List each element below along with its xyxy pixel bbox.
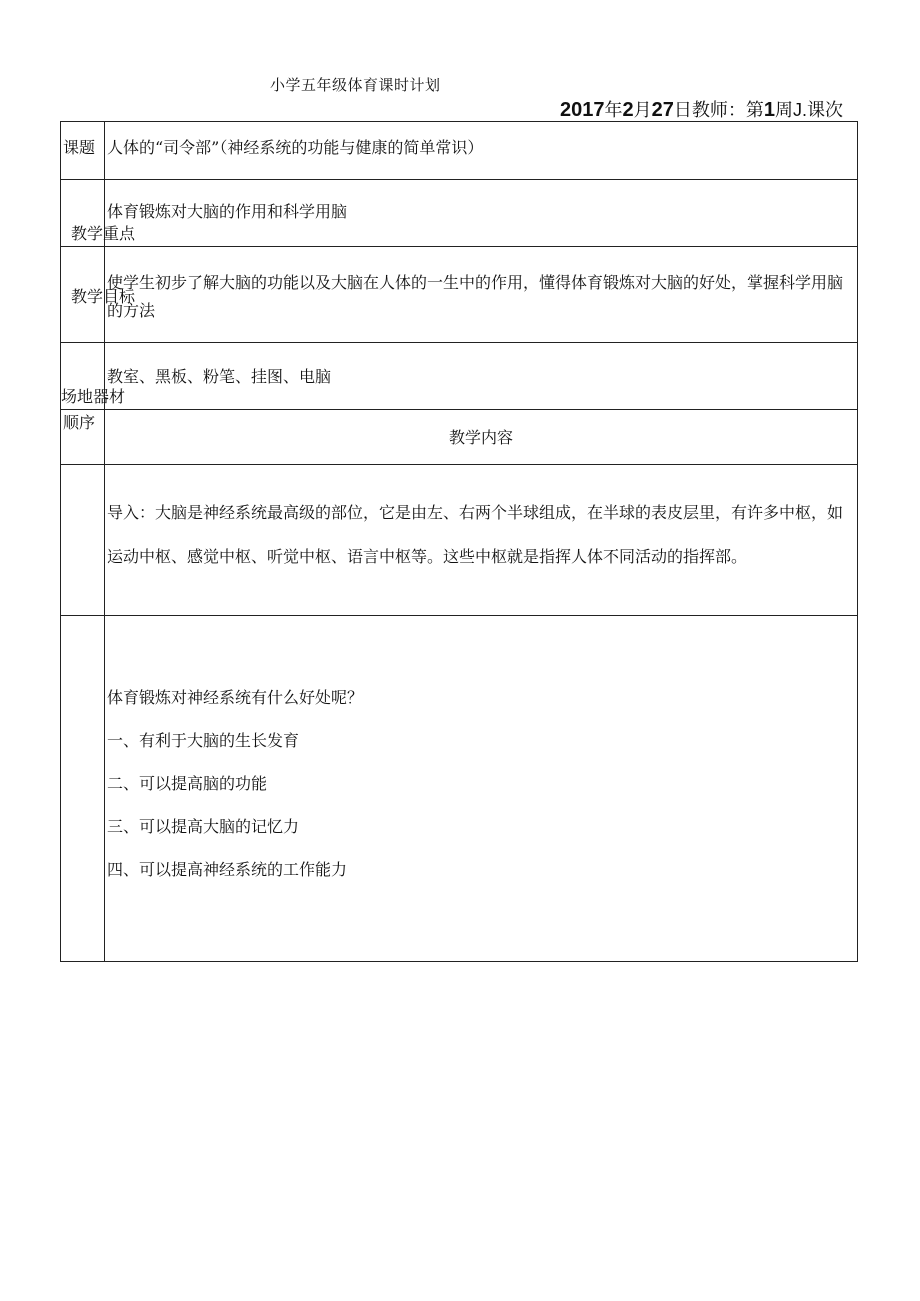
sequence-header-cell (61, 410, 105, 465)
table-row-venue (61, 343, 858, 410)
day-unit: 日 (673, 100, 692, 120)
intro-sequence-cell (61, 465, 105, 616)
topic-value-cell (105, 122, 858, 180)
lesson-plan-table (60, 121, 858, 962)
intro-text: 导入：大脑是神经系统最高级的部位，它是由左、右两个半球组成，在半球的表皮层里，有许多中枢，如运动中枢、感觉中枢、听觉中枢、语言中枢等。这些中枢就是指挥人体不同活动的指挥部。 (107, 503, 844, 566)
month-value: 2 (622, 99, 634, 121)
focus-value-cell (105, 180, 858, 247)
venue-value: 教室、黑板、粉笔、挂图、电脑 (107, 367, 332, 386)
venue-value-cell (105, 343, 858, 410)
goal-label-cell (61, 247, 136, 343)
year-unit: 年 (604, 100, 623, 120)
table-row-intro (61, 465, 858, 616)
body-block (105, 616, 857, 891)
month-unit: 月 (633, 100, 652, 120)
day-value: 27 (651, 99, 674, 121)
document-title: 小学五年级体育课时计划 (270, 76, 441, 94)
list-item: 一、有利于大脑的生长发育 (107, 731, 300, 750)
focus-label: 教学重点 (71, 224, 136, 243)
list-item: 三、可以提高大脑的记忆力 (107, 817, 300, 836)
focus-label-cell (61, 180, 136, 247)
teacher-label: 教师： (691, 100, 746, 120)
year-value: 2017 (560, 99, 605, 121)
header-meta (560, 96, 843, 122)
topic-label: 课题 (63, 138, 96, 157)
table-row-body (61, 616, 858, 962)
week-prefix: 第 (745, 100, 764, 120)
body-question: 体育锻炼对神经系统有什么好处呢？ (107, 688, 364, 707)
list-item: 二、可以提高脑的功能 (107, 774, 268, 793)
content-header-cell (105, 410, 858, 465)
week-suffix: 周J.课次 (775, 100, 844, 120)
goal-value-cell (105, 247, 858, 343)
venue-label: 场地器材 (61, 387, 126, 406)
table-row-topic (61, 122, 858, 180)
week-number: 1 (763, 99, 775, 121)
goal-value: 使学生初步了解大脑的功能以及大脑在人体的一生中的作用，懂得体育锻炼对大脑的好处，掌握科学用脑的方法 (107, 273, 844, 320)
content-header: 教学内容 (448, 428, 513, 447)
body-sequence-cell (61, 616, 105, 962)
sequence-header: 顺序 (63, 413, 96, 432)
table-row-goal (61, 247, 858, 343)
venue-label-cell (61, 343, 126, 410)
topic-label-cell (61, 122, 105, 180)
topic-value: 人体的“司令部”（神经系统的功能与健康的简单常识） (107, 138, 484, 157)
list-item: 四、可以提高神经系统的工作能力 (107, 860, 348, 879)
goal-label: 教学目标 (71, 287, 136, 306)
body-content-cell (105, 616, 858, 962)
intro-content-cell (105, 465, 858, 616)
table-row-focus (61, 180, 858, 247)
table-row-content-header (61, 410, 858, 465)
focus-value: 体育锻炼对大脑的作用和科学用脑 (107, 202, 348, 221)
